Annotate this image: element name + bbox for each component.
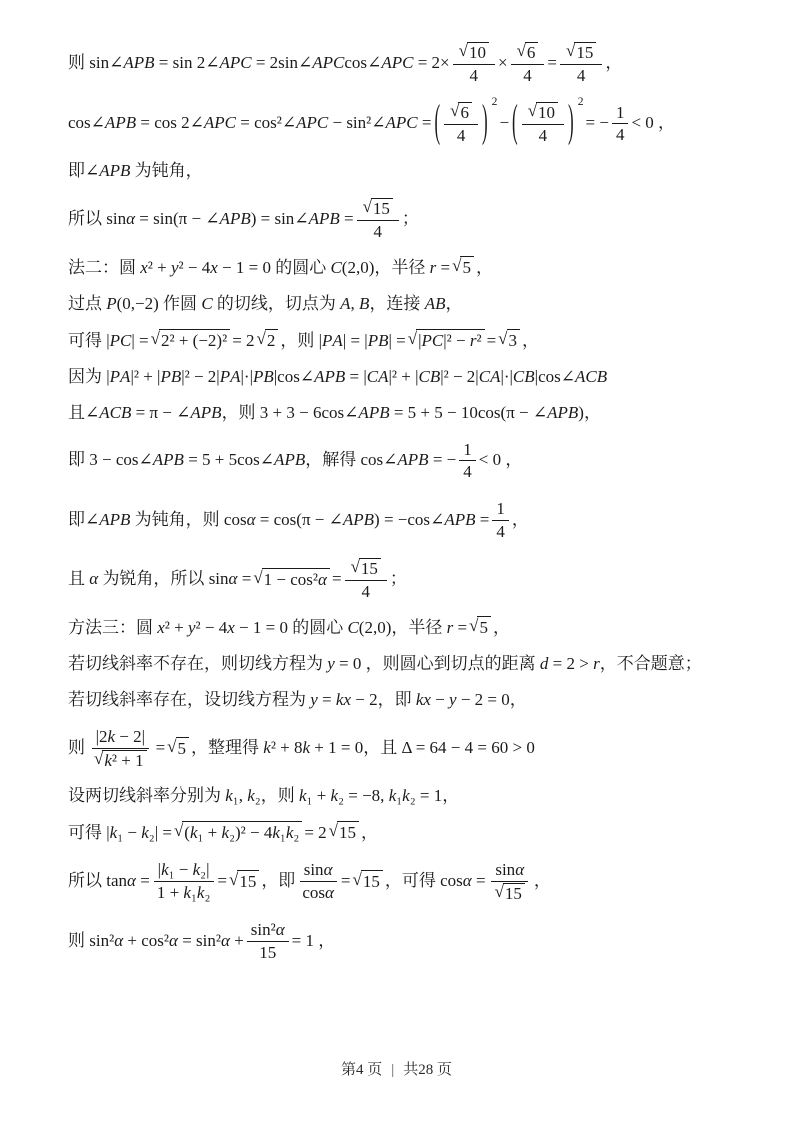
numerator xyxy=(444,102,478,125)
denominator: 4 xyxy=(361,581,370,601)
numerator: 1 xyxy=(492,499,509,521)
group-exponent: 2 xyxy=(491,95,498,109)
math-line: 因为 | P A |² + | P B |² − 2| P A |·| P B |cos∠ A P B = | C A |² + | C B |² − 2| C A |·| C B |cos∠ A C B xyxy=(68,367,608,387)
radical-sign: √ xyxy=(469,616,478,636)
numerator: 1 xyxy=(459,440,476,462)
numerator xyxy=(345,558,387,581)
page-footer xyxy=(0,1058,793,1079)
radical-sign: √ xyxy=(228,869,238,889)
numerator xyxy=(453,42,495,65)
numerator xyxy=(522,102,564,125)
radical-sign: √ xyxy=(167,736,176,756)
radicand: 15 xyxy=(237,870,259,894)
radicand: 2 xyxy=(265,329,279,353)
square-root xyxy=(229,870,259,894)
radicand: 2² + (−2)² xyxy=(159,329,230,353)
fraction xyxy=(492,499,509,541)
radical-sign: √ xyxy=(352,869,361,889)
radical-sign: √ xyxy=(516,41,525,60)
fraction xyxy=(357,198,399,241)
radicand: k ² + 1 xyxy=(102,750,146,771)
fraction xyxy=(612,103,629,145)
denominator: 15 xyxy=(259,942,277,962)
math-line: 设两切线斜率分别为 k ₁, k ₂，则 k ₁ + k ₂ = −8, k ₁ k ₂ = 1， xyxy=(68,786,460,806)
denominator: 4 xyxy=(523,65,532,85)
denominator: 4 xyxy=(463,462,472,482)
square-root xyxy=(151,329,231,353)
denominator: 4 xyxy=(456,125,466,145)
paren-group xyxy=(511,95,584,147)
math-line: 所以 sin α = sin(π − ∠ A P B ) = sin∠ A P B = √ 15 4 ； xyxy=(68,197,419,241)
square-root xyxy=(452,256,474,280)
fraction xyxy=(298,860,338,902)
radicand: 10 xyxy=(536,102,558,123)
math-line: 法二：圆 x ² + y ² − 4 x − 1 = 0 的圆心 C (2,0)，半径 r = √ 5 ， xyxy=(68,256,737,280)
radicand: 5 xyxy=(176,737,190,761)
numerator: | k ₁ − k ₂| xyxy=(154,860,214,882)
numerator: sin α xyxy=(491,860,528,882)
denominator: 1 + k ₁ k ₂ xyxy=(156,883,211,903)
denominator: 4 xyxy=(496,521,505,541)
denominator: 4 xyxy=(373,221,382,241)
square-root xyxy=(353,870,383,894)
radicand: 5 xyxy=(477,616,491,640)
fraction xyxy=(444,102,478,145)
radical-sign: √ xyxy=(527,101,537,121)
square-root xyxy=(469,616,491,640)
math-line: 且 α 为锐角，所以 sin α = √ 1 − cos² α = √ 15 4 ； xyxy=(68,557,407,601)
math-line: 若切线斜率不存在，则切线方程为 y = 0 ，则圆心到切点的距离 d = 2 > r ，不合题意； xyxy=(68,654,702,674)
math-line: 即∠ A P B 为钝角， xyxy=(68,161,203,181)
radical-sign: √ xyxy=(150,329,159,349)
fraction xyxy=(453,42,495,85)
math-line: 方法三：圆 x ² + y ² − 4 x − 1 = 0 的圆心 C (2,0)，半径 r = √ 5 ， xyxy=(68,616,737,640)
paren-content xyxy=(519,100,567,147)
left-paren: ( xyxy=(512,95,518,147)
denominator xyxy=(489,882,531,904)
radicand: 6 xyxy=(525,42,539,63)
square-root xyxy=(566,42,596,63)
fraction xyxy=(459,440,476,482)
radical-sign: √ xyxy=(328,821,337,841)
radical-sign: √ xyxy=(452,256,461,276)
square-root xyxy=(167,737,189,761)
denominator: 4 xyxy=(615,125,625,145)
radical-sign: √ xyxy=(494,881,503,901)
square-root xyxy=(459,42,489,63)
radicand: 10 xyxy=(467,42,489,63)
radical-sign: √ xyxy=(407,329,417,349)
math-line: 过点 P (0,−2) 作圆 C 的切线，切点为 A , B ，连接 A B ， xyxy=(68,294,463,314)
numerator: 1 xyxy=(612,103,629,125)
radical-sign: √ xyxy=(458,41,467,60)
solution-content xyxy=(68,40,737,964)
radical-sign: √ xyxy=(256,329,265,349)
radicand: 15 xyxy=(503,883,525,904)
page-total: 共28 页 xyxy=(403,1062,453,1078)
square-root xyxy=(498,329,520,353)
radical-sign: √ xyxy=(350,557,359,577)
numerator xyxy=(357,198,399,221)
radicand: 15 xyxy=(359,558,381,579)
group-exponent: 2 xyxy=(577,95,584,109)
radical-sign: √ xyxy=(450,101,459,121)
square-root xyxy=(94,750,147,771)
square-root xyxy=(408,329,485,353)
radicand: 6 xyxy=(458,102,472,123)
square-root xyxy=(174,821,302,845)
radicand: 15 xyxy=(361,870,383,894)
math-line: cos∠ A P B = cos 2∠ A P C = cos²∠ A P C − sin²∠ A P C = ( √ 6 4 ) 2 − ( √ 10 4 ) 2 = − $\frac{1}{4}$ < 0 ， xyxy=(68,100,737,147)
square-root xyxy=(351,558,381,579)
radical-sign: √ xyxy=(173,821,183,841)
footer-separator: | xyxy=(391,1062,395,1078)
numerator xyxy=(560,42,602,65)
math-line: 则 |2 k − 2| √ k ² + 1 = √ 5 ，整理得 k ² + 8 k + 1 = 0，且 Δ = 64 − 4 = 60 > 0 xyxy=(68,727,535,770)
square-root xyxy=(257,329,279,353)
page-number: 第4 页 xyxy=(340,1062,383,1078)
right-paren: ) xyxy=(568,95,574,147)
radicand: 15 xyxy=(574,42,596,63)
math-line: 可得 | k ₁ − k ₂| = √ ( k ₁ + k ₂)² − 4 k ₁ k ₂ = 2 √ 15 ， xyxy=(68,821,737,845)
radicand: ( k ₁ + k ₂)² − 4 k ₁ k ₂ xyxy=(182,821,302,845)
fraction xyxy=(489,860,531,903)
fraction xyxy=(511,42,545,85)
paren-group xyxy=(433,95,498,147)
square-root xyxy=(329,821,359,845)
left-paren: ( xyxy=(434,95,441,147)
math-line: 可得 | P C | = √ 2² + (−2)² = 2 √ 2 ，则 | P A | = | P B | = √ | P C |² − r ² = √ 3 ， xyxy=(68,329,737,353)
fraction xyxy=(247,920,289,962)
math-line: 即∠ A P B 为钝角，则 cos α = cos(π − ∠ A P B ) = −cos∠ A P B = $\frac{1}{4}$ ， xyxy=(68,499,529,541)
math-line: 若切线斜率存在，设切线方程为 y = k x − 2，即 k x − y − 2 = 0， xyxy=(68,690,527,710)
denominator: 4 xyxy=(576,65,586,85)
paren-content xyxy=(441,100,481,147)
fraction xyxy=(345,558,387,601)
math-line: 且∠ A C B = π − ∠ A P B ，则 3 + 3 − 6cos∠ A P B = 5 + 5 − 10cos(π − ∠ A P B )， xyxy=(68,402,601,422)
numerator: |2 k − 2| xyxy=(92,727,149,749)
right-paren: ) xyxy=(481,95,488,147)
radicand: 3 xyxy=(507,329,521,353)
math-line: 则 sin∠ A P B = sin 2∠ A P C = 2sin∠ A P C cos∠ A P C = 2× √ 10 4 × √ 6 4 = √ 15 4 ， xyxy=(68,41,623,85)
radical-sign: √ xyxy=(94,748,103,768)
fraction xyxy=(560,42,602,85)
fraction xyxy=(88,727,153,770)
radical-sign: √ xyxy=(253,567,262,587)
radicand: 1 − cos² α xyxy=(262,568,330,592)
fraction xyxy=(153,860,215,902)
radical-sign: √ xyxy=(362,197,371,217)
radical-sign: √ xyxy=(498,329,507,349)
square-root xyxy=(528,102,558,123)
square-root xyxy=(450,102,472,123)
square-root xyxy=(253,568,330,592)
radical-sign: √ xyxy=(566,41,575,60)
math-line: 所以 tan α = | k ₁ − k ₂| 1 + k ₁ k ₂ = √ 15 ，即 sin α cos α = √ 15 ，可得 cos α = sin α √ 15 ， xyxy=(68,859,551,903)
numerator: sin² α xyxy=(247,920,289,942)
fraction xyxy=(522,102,564,145)
square-root xyxy=(363,198,393,219)
numerator: sin α xyxy=(300,860,337,882)
math-line: 则 sin² α + cos² α = sin² α + sin² α 15 = 1 ， xyxy=(68,920,336,962)
radicand: 5 xyxy=(460,256,474,280)
math-line: 即 3 − cos∠ A P B = 5 + 5cos∠ A P B ，解得 cos∠ A P B = − $\frac{1}{4}$ < 0 ， xyxy=(68,439,523,482)
denominator xyxy=(88,749,153,771)
radicand: 15 xyxy=(337,821,359,845)
radicand: | P C |² − r ² xyxy=(416,329,484,353)
denominator: 4 xyxy=(469,65,479,85)
denominator: 4 xyxy=(538,125,548,145)
square-root xyxy=(517,42,539,63)
numerator xyxy=(511,42,545,65)
square-root xyxy=(495,883,525,904)
radicand: 15 xyxy=(371,198,393,219)
denominator: cos α xyxy=(302,883,334,903)
